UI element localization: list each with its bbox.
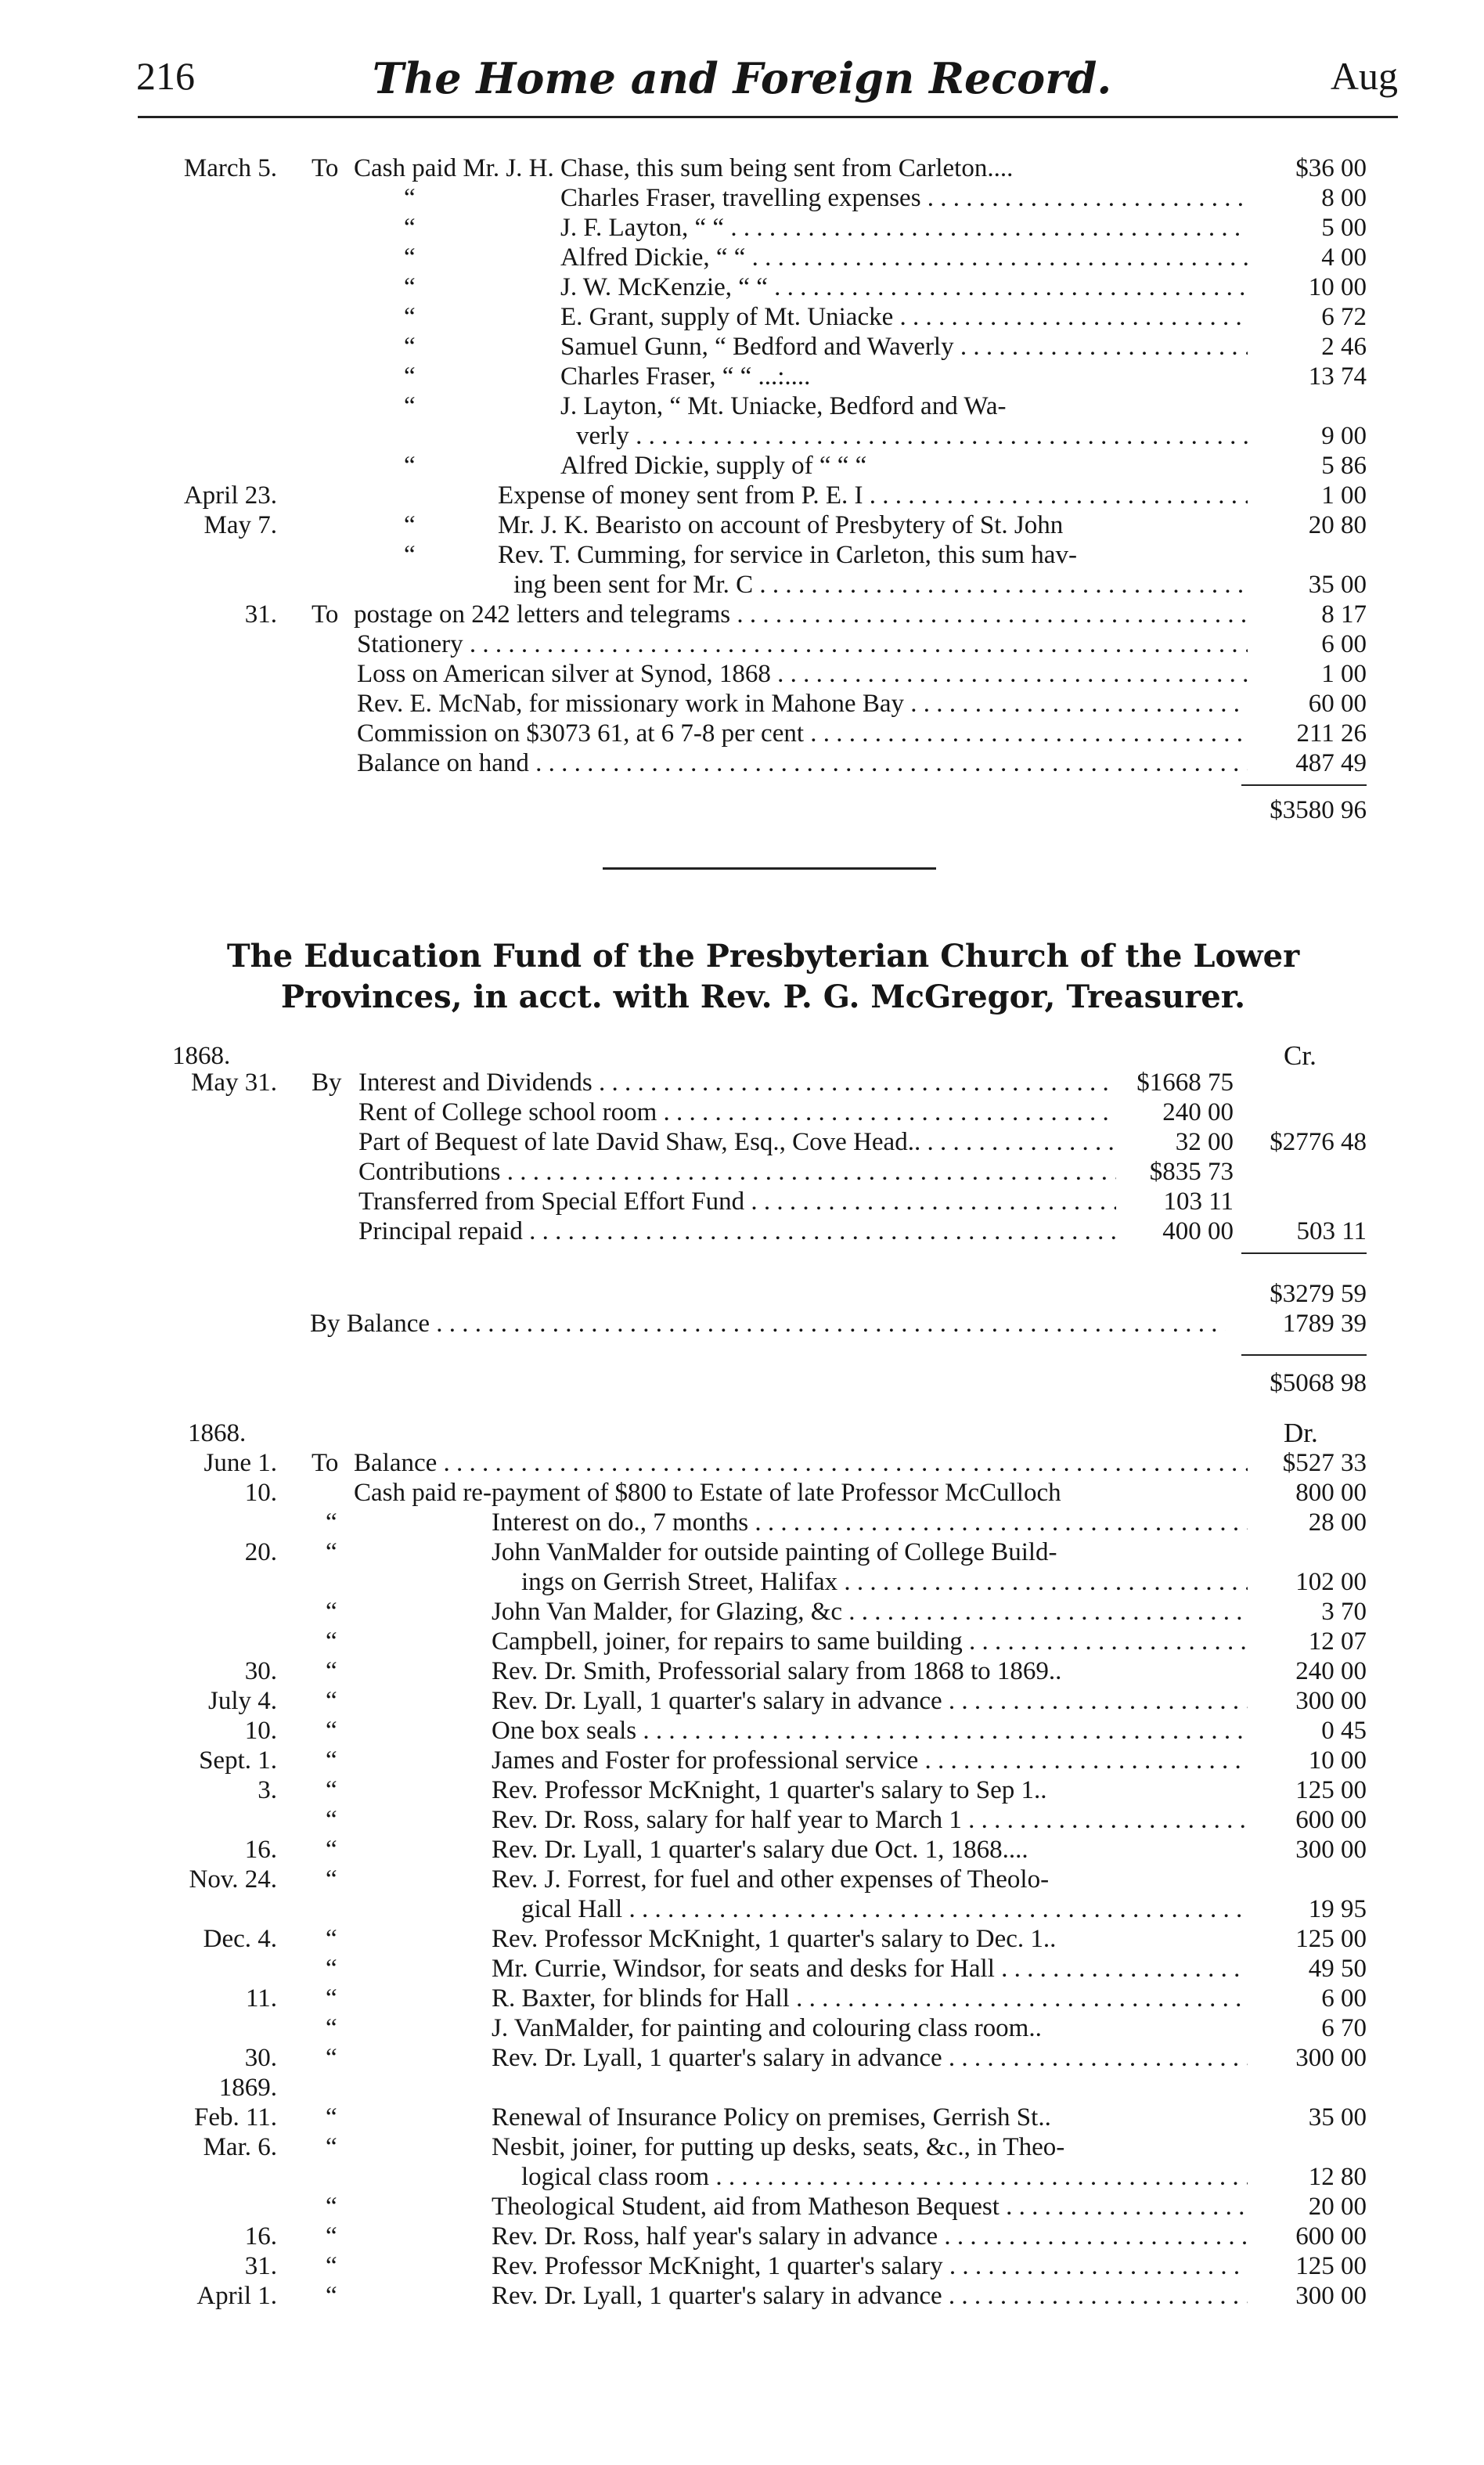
header-rule [138,116,1398,118]
entry-date: April 23. [183,481,277,510]
entry-description: Samuel Gunn, “ Bedford and Waverly . . . [560,332,1248,362]
ledger-row [138,629,1367,659]
ditto-mark: “ [326,2193,337,2221]
top-total-rule [1241,784,1367,786]
entry-amount: 1 00 [1321,660,1367,688]
ledger-row [138,1068,1367,1097]
entry-amount: 5 00 [1321,214,1367,242]
entry-description: Loss on American silver at Synod, 1868 . . . [357,659,1248,689]
entry-prefix: To [312,154,339,182]
ditto-mark: “ [404,273,416,301]
entry-amount: 125 00 [1295,1925,1367,1953]
ledger-row [138,1716,1367,1746]
entry-amount: 12 80 [1308,2163,1367,2191]
entry-description: Rev. T. Cumming, for service in Carleton, this sum hav- [498,541,1077,569]
entry-amount: $527 33 [1282,1449,1367,1477]
entry-description: Rev. Dr. Lyall, 1 quarter's salary due Oct. 1, 1868.... [492,1836,1028,1864]
ditto-mark: “ [404,452,416,480]
page-number: 216 [136,54,195,98]
header-month: Aug [1330,54,1398,98]
ledger-row [138,1597,1367,1627]
entry-amount: 3 70 [1321,1598,1367,1626]
ledger-row [138,1894,1367,1924]
ditto-mark: “ [326,2044,337,2072]
entry-amount: 19 95 [1308,1895,1367,1923]
ledger-row [138,1686,1367,1716]
ledger-row [138,748,1367,778]
entry-description: ing been sent for Mr. C . . . [513,570,1248,600]
ledger-row [138,719,1367,748]
ledger-row [138,1157,1367,1187]
ditto-mark: “ [326,2133,337,2161]
entry-amount: $835 73 [1149,1158,1234,1186]
credit-total: $5068 98 [1270,1369,1367,1397]
ledger-row [138,481,1367,510]
entry-amount: $36 00 [1295,154,1367,182]
entry-prefix: To [312,1449,339,1477]
ledger-row [138,540,1367,570]
entry-date: March 5. [183,154,277,182]
entry-description: ings on Gerrish Street, Halifax . . . [521,1567,1248,1597]
ditto-mark: “ [326,1598,337,1626]
ditto-mark: “ [326,1538,337,1566]
entry-date: 30. [244,1657,277,1685]
entry-amount: 6 00 [1321,1984,1367,2013]
credit-subtotal-rule [1241,1252,1367,1254]
entry-date: 31. [244,600,277,629]
ditto-mark: “ [326,1984,337,2013]
ditto-mark: “ [326,1746,337,1775]
ledger-row [138,689,1367,719]
ledger-row [138,243,1367,272]
entry-date: 11. [245,1984,277,2013]
entry-description: Interest on do., 7 months . . . [492,1508,1248,1537]
entry-description: Cash paid Mr. J. H. Chase, this sum being sent from Carleton.... [354,154,1014,182]
ledger-row [138,153,1367,183]
ledger-row [138,1984,1367,2013]
entry-description: Commission on $3073 61, at 6 7-8 per cent . . . [357,719,1248,748]
entry-description: Interest and Dividends . . . [358,1068,1116,1097]
ditto-mark: “ [326,1836,337,1864]
entry-description: Balance . . . [354,1448,1248,1478]
entry-prefix: To [312,600,339,629]
entry-description: Expense of money sent from P. E. I . . . [498,481,1248,510]
entry-amount: 8 17 [1321,600,1367,629]
entry-amount: 300 00 [1295,1836,1367,1864]
ledger-row [138,570,1367,600]
entry-description: Charles Fraser, travelling expenses . . . [560,183,1248,213]
entry-amount: 487 49 [1295,749,1367,777]
entry-description: Rev. Dr. Lyall, 1 quarter's salary in advance . . . [492,2281,1248,2311]
entry-date: Mar. 6. [203,2133,277,2161]
ditto-mark: “ [326,1776,337,1804]
ditto-mark: “ [326,1955,337,1983]
ledger-row [138,1954,1367,1984]
entry-description: verly . . . [576,421,1248,451]
entry-description: Rev. Dr. Ross, half year's salary in advance . . . [492,2222,1248,2251]
entry-amount: 6 00 [1321,630,1367,658]
entry-amount: 20 00 [1308,2193,1367,2221]
entry-amount: 20 80 [1308,511,1367,539]
ditto-mark: “ [404,362,416,391]
entry-description: gical Hall . . . [521,1894,1248,1924]
credit-balance-amount: 1789 39 [1282,1310,1367,1338]
credit-subtotal-row [1210,1279,1367,1309]
ledger-row [138,1746,1367,1775]
ledger-row [138,183,1367,213]
credit-label: Cr. [1284,1040,1317,1071]
entry-amount: 35 00 [1308,2103,1367,2132]
entry-prefix: By [312,1069,342,1097]
entry-description: Rev. Dr. Smith, Professorial salary from 1868 to 1869.. [492,1657,1062,1685]
entry-date: 30. [244,2044,277,2072]
entry-amount: 1 00 [1321,481,1367,510]
entry-amount: 10 00 [1308,273,1367,301]
entry-description: Contributions . . . [358,1157,1116,1187]
entry-amount: 35 00 [1308,571,1367,599]
ditto-mark: “ [404,303,416,331]
entry-description: Principal repaid . . . [358,1216,1116,1246]
entry-amount: 300 00 [1295,1687,1367,1715]
ledger-row [138,1835,1367,1865]
entry-description: R. Baxter, for blinds for Hall . . . [492,1984,1248,2013]
entry-amount: 9 00 [1321,422,1367,450]
entry-date: 20. [244,1538,277,1566]
entry-date: 16. [244,2222,277,2251]
ledger-row [138,272,1367,302]
entry-description: John VanMalder for outside painting of College Build- [492,1538,1057,1566]
entry-description: Theological Student, aid from Matheson Bequest . . . [492,2192,1248,2222]
entry-description: J. Layton, “ Mt. Uniacke, Bedford and Wa- [560,392,1007,420]
entry-description: Charles Fraser, “ “ ...:.... [560,362,811,391]
entry-description: Rent of College school room . . . [358,1097,1116,1127]
fund-title-line2: Provinces, in acct. with Rev. P. G. McGregor, Treasurer. [280,978,1246,1015]
entry-amount: 103 11 [1163,1187,1234,1216]
ledger-row [138,451,1367,481]
entry-amount: 600 00 [1295,2222,1367,2251]
entry-date: May 7. [204,511,277,539]
ledger-row [138,1448,1367,1478]
ledger-row [138,362,1367,391]
entry-description: One box seals . . . [492,1716,1248,1746]
ledger-row [138,1627,1367,1656]
ditto-mark: “ [326,1657,337,1685]
entry-description: Cash paid re-payment of $800 to Estate of late Professor McCulloch [354,1479,1061,1507]
top-total-row [1210,795,1367,825]
entry-amount: 49 50 [1308,1955,1367,1983]
entry-amount: 600 00 [1295,1806,1367,1834]
ledger-row [138,600,1367,629]
entry-description: Rev. Professor McKnight, 1 quarter's salary to Sep 1.. [492,1776,1047,1804]
ledger-row [138,2073,1367,2103]
entry-amount: 240 00 [1162,1098,1234,1126]
ledger-row [138,1805,1367,1835]
entry-amount: 240 00 [1295,1657,1367,1685]
entry-amount: 102 00 [1295,1568,1367,1596]
entry-amount: 32 00 [1175,1128,1234,1156]
fund-title-line1: The Education Fund of the Presbyterian Church of the Lower [226,938,1300,975]
entry-date: Nov. 24. [189,1865,277,1894]
entry-amount: 125 00 [1295,1776,1367,1804]
entry-description: Campbell, joiner, for repairs to same building . . . [492,1627,1248,1656]
ditto-mark: “ [404,243,416,272]
ledger-row [138,1924,1367,1954]
entry-amount: 300 00 [1295,2282,1367,2310]
ledger-row [138,1775,1367,1805]
entry-date: 1869. [218,2074,277,2102]
top-ledger [138,153,1367,778]
entry-amount: 6 72 [1321,303,1367,331]
ledger-row [138,2251,1367,2281]
entry-amount: 28 00 [1308,1508,1367,1537]
entry-description: logical class room . . . [521,2162,1248,2192]
entry-amount: 60 00 [1308,690,1367,718]
entry-description: E. Grant, supply of Mt. Uniacke . . . [560,302,1248,332]
entry-description: Rev. J. Forrest, for fuel and other expenses of Theolo- [492,1865,1050,1894]
ditto-mark: “ [326,2252,337,2280]
credit-balance-label: By Balance . . . [310,1309,1226,1339]
ledger-row [138,1865,1367,1894]
ledger-row [138,1537,1367,1567]
ditto-mark: “ [326,1806,337,1834]
ledger-row [138,1567,1367,1597]
ditto-mark: “ [404,333,416,361]
ledger-row [138,2162,1367,2192]
entry-amount: 12 07 [1308,1627,1367,1656]
entry-description: Rev. Dr. Lyall, 1 quarter's salary in advance . . . [492,1686,1248,1716]
ledger-row [138,421,1367,451]
ditto-mark: “ [326,2282,337,2310]
credit-total-rule [1241,1354,1367,1356]
entry-description: Rev. E. McNab, for missionary work in Mahone Bay . . . [357,689,1248,719]
entry-description: Rev. Professor McKnight, 1 quarter's salary . . . [492,2251,1248,2281]
ledger-row [138,302,1367,332]
ledger-row [138,1656,1367,1686]
ledger-row [138,2103,1367,2132]
entry-date: 10. [244,1479,277,1507]
ledger-row [138,2043,1367,2073]
entry-description: John Van Malder, for Glazing, &c . . . [492,1597,1248,1627]
fund-title [164,936,1362,1018]
ditto-mark: “ [404,214,416,242]
credit-total-row [1210,1368,1367,1398]
ditto-mark: “ [326,1717,337,1745]
entry-description: postage on 242 letters and telegrams . . . [354,600,1248,629]
ledger-row [138,1508,1367,1537]
ledger-row [138,2281,1367,2311]
entry-description: J. VanMalder, for painting and colouring class room.. [492,2014,1042,2042]
entry-description: Transferred from Special Effort Fund . . . [358,1187,1116,1216]
entry-date: 31. [244,2252,277,2280]
ledger-row [138,391,1367,421]
page-header [0,53,1484,116]
entry-description: J. W. McKenzie, “ “ . . . [560,272,1248,302]
ditto-mark: “ [326,2222,337,2251]
entry-amount: 2 46 [1321,333,1367,361]
ledger-row [138,510,1367,540]
entry-date: June 1. [204,1449,277,1477]
entry-amount: 400 00 [1162,1217,1234,1245]
credit-subtotal: $3279 59 [1270,1280,1367,1308]
entry-description: Stationery . . . [357,629,1248,659]
ditto-mark: “ [404,511,416,539]
top-total-amount: $3580 96 [1270,796,1367,824]
ditto-mark: “ [326,2103,337,2132]
entry-description: Balance on hand . . . [357,748,1248,778]
entry-total: 503 11 [1296,1217,1367,1245]
entry-description: Alfred Dickie, supply of “ “ “ [560,452,867,480]
entry-description: Alfred Dickie, “ “ . . . [560,243,1248,272]
entry-amount: $1668 75 [1136,1069,1234,1097]
ditto-mark: “ [326,1865,337,1894]
credit-year: 1868. [172,1042,231,1070]
ledger-row [138,659,1367,689]
entry-description: Renewal of Insurance Policy on premises, Gerrish St.. [492,2103,1051,2132]
ledger-row [138,1097,1367,1127]
ledger-row [138,1216,1367,1246]
entry-amount: 5 86 [1321,452,1367,480]
ledger-row [138,1187,1367,1216]
debit-year: 1868. [188,1419,247,1447]
ditto-mark: “ [326,1508,337,1537]
credit-ledger [138,1068,1367,1246]
entry-amount: 13 74 [1308,362,1367,391]
entry-date: Dec. 4. [203,1925,277,1953]
ledger-row [138,1127,1367,1157]
ledger-row [138,2192,1367,2222]
entry-description: Rev. Dr. Ross, salary for half year to March 1 . . . [492,1805,1248,1835]
entry-date: 10. [244,1717,277,1745]
entry-date: July 4. [207,1687,277,1715]
entry-date: April 1. [196,2282,277,2310]
section-divider [603,867,936,870]
entry-description: Part of Bequest of late David Shaw, Esq., Cove Head.. . . . [358,1127,1116,1157]
entry-amount: 211 26 [1296,719,1367,748]
entry-date: Sept. 1. [199,1746,277,1775]
ditto-mark: “ [326,1925,337,1953]
entry-total: $2776 48 [1270,1128,1367,1156]
ledger-row [138,332,1367,362]
journal-title: The Home and Foreign Record. [372,53,1112,103]
entry-date: Feb. 11. [193,2103,277,2132]
entry-date: 3. [258,1776,277,1804]
entry-description: Rev. Professor McKnight, 1 quarter's salary to Dec. 1.. [492,1925,1057,1953]
debit-label: Dr. [1284,1418,1318,1448]
entry-amount: 6 70 [1321,2014,1367,2042]
entry-description: Mr. J. K. Bearisto on account of Presbytery of St. John [498,511,1064,539]
ditto-mark: “ [326,1687,337,1715]
ledger-row [138,1478,1367,1508]
entry-date: 16. [244,1836,277,1864]
ledger-row [138,2013,1367,2043]
entry-amount: 4 00 [1321,243,1367,272]
entry-description: Mr. Currie, Windsor, for seats and desks for Hall . . . [492,1954,1248,1984]
entry-date: May 31. [191,1069,277,1097]
ditto-mark: “ [404,541,416,569]
ditto-mark: “ [404,184,416,212]
ledger-row [138,2132,1367,2162]
entry-description: James and Foster for professional service . . . [492,1746,1248,1775]
ledger-row [138,213,1367,243]
ledger-row [138,2222,1367,2251]
credit-balance-row [138,1309,1367,1339]
entry-amount: 8 00 [1321,184,1367,212]
entry-description: Rev. Dr. Lyall, 1 quarter's salary in advance . . . [492,2043,1248,2073]
entry-amount: 800 00 [1295,1479,1367,1507]
ditto-mark: “ [326,1627,337,1656]
entry-description: Nesbit, joiner, for putting up desks, seats, &c., in Theo- [492,2133,1065,2161]
entry-amount: 125 00 [1295,2252,1367,2280]
debit-ledger [138,1448,1367,2311]
entry-amount: 0 45 [1321,1717,1367,1745]
entry-amount: 10 00 [1308,1746,1367,1775]
entry-amount: 300 00 [1295,2044,1367,2072]
ditto-mark: “ [404,392,416,420]
entry-description: J. F. Layton, “ “ . . . [560,213,1248,243]
ditto-mark: “ [326,2014,337,2042]
